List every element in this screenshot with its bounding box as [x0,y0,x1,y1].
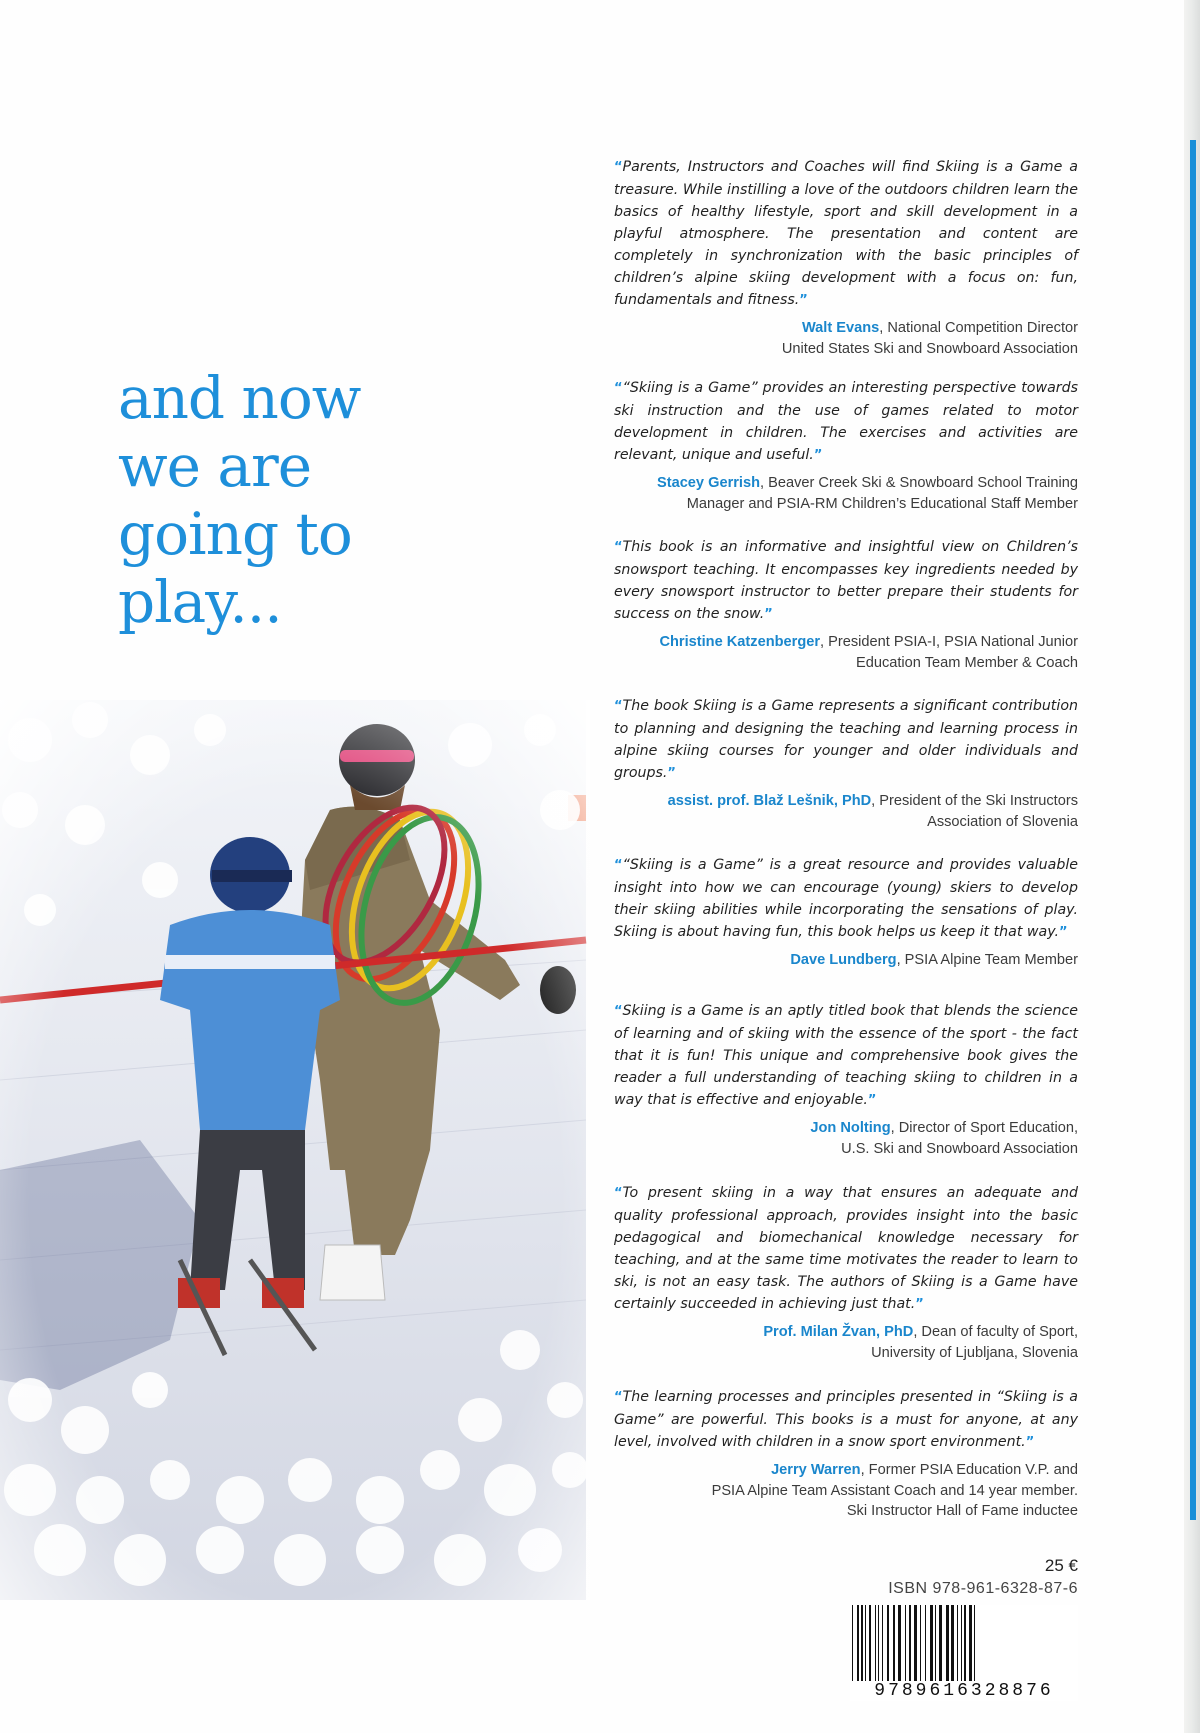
headline [118,364,448,636]
open-quote-mark: “ [614,160,623,175]
attribution: assist. prof. Blaž Lešnik, PhD, President of the Ski Instructors Association of Slovenia [667,793,1078,830]
barcode-bar [957,1605,958,1681]
quote-block [614,1182,1078,1370]
skiing-photo [0,700,590,1600]
author-name: assist. prof. Blaž Lešnik, PhD [667,793,872,809]
barcode-bar [925,1605,926,1681]
barcode-bar [961,1605,962,1681]
barcode-bar [909,1605,911,1681]
endorsements [614,156,1078,1522]
quote-block [614,1000,1078,1166]
quote-block [614,854,1078,984]
quote-block [614,536,1078,679]
author-name: Jon Nolting [810,1120,891,1136]
barcode-bar [905,1605,906,1681]
close-quote-mark: ” [799,293,808,308]
author-name: Christine Katzenberger [659,634,821,650]
barcode-bar [893,1605,895,1681]
barcode-bar [964,1605,966,1681]
quote-block [614,156,1078,357]
barcode-bar [857,1605,859,1681]
barcode-bar [887,1605,889,1681]
barcode-bar [882,1605,883,1681]
barcode-bar [875,1605,876,1681]
quote-text: ““Skiing is a Game” is a great resource and provides valuable insight into how we can encourage (young) skiers to develop their skiing abilities while incorporating the sensations of play. Skiing is about having fun, this book helps us keep it that way.” [614,857,1078,940]
quote-text: “Parents, Instructors and Coaches will find Skiing is a Game a treasure. While instilling a love of the outdoors children learn the basics of healthy lifestyle, sport and skill development in a playful atmosphere. The presentation and content are completely in synchronization with the basic principles of children’s alpine skiing development with a focus on: fun, fundamentals and fitness.” [614,159,1078,308]
attribution: Jon Nolting, Director of Sport Education, U.S. Ski and Snowboard Association [810,1120,1078,1157]
attribution: Dave Lundberg, PSIA Alpine Team Member [790,952,1078,968]
author-name: Stacey Gerrish [656,475,761,491]
spine-blue-stripe [1190,140,1196,1520]
headline-line: we are [118,432,312,500]
attribution: Jerry Warren, Former PSIA Education V.P. and PSIA Alpine Team Assistant Coach and 14 year member. Ski Instructor Hall of Fame inductee [711,1462,1078,1519]
barcode-bar [969,1605,972,1681]
barcode-bar [946,1605,949,1681]
author-name: Jerry Warren [771,1462,861,1478]
isbn: ISBN 978-961-6328-87-6 [888,1580,1078,1597]
quote-text: “The learning processes and principles presented in “Skiing is a Game” are powerful. This books is a must for anyone, at any level, involved with children in a snow sport environment.” [614,1389,1078,1450]
barcode-bar [930,1605,933,1681]
barcode-bar [939,1605,942,1681]
price: 25 € [1044,1556,1078,1575]
quote-text: “To present skiing in a way that ensures an adequate and quality professional approach, provides insight into the basic pedagogical and biomechanical knowledge necessary for teaching, and at the same time motivates the reader to learn to ski, is not an easy task. The authors of Skiing is a Game have certainly succeeded in achieving just that.” [614,1185,1078,1312]
quote-block [614,377,1078,520]
headline-line: play... [118,568,282,636]
barcode-bar [935,1605,936,1681]
attribution: Stacey Gerrish, Beaver Creek Ski & Snowboard School Training Manager and PSIA-RM Children’s Educational Staff Member [656,475,1078,512]
quote-text: ““Skiing is a Game” provides an interesting perspective towards ski instruction and the use of games related to motor development in children. The exercises and activities are relevant, unique and useful.” [614,380,1078,463]
barcode-bar [914,1605,917,1681]
barcode-bar [878,1605,879,1681]
author-name: Prof. Milan Žvan, PhD [763,1324,914,1340]
quote-text: “The book Skiing is a Game represents a significant contribution to planning and designing the teaching and learning process in alpine skiing courses for younger and older individuals and groups.” [614,698,1078,781]
quote-block [614,1386,1078,1522]
quote-text: “Skiing is a Game is an aptly titled book that blends the science of learning and of skiing with the essence of the sport - the fact that it is fun! This unique and comprehensive book gives the reader a full understanding of teaching skiing to children in a way that is effective and enjoyable.” [614,1003,1078,1108]
quote-block [614,695,1078,838]
barcode-bar [898,1605,901,1681]
headline-line: going to [118,500,352,568]
quote-text: “This book is an informative and insightful view on Children’s snowsport teaching. It encompasses key ingredients needed by every snowsport instructor to better prepare their students for success on the snow.” [614,539,1078,622]
barcode-bar [869,1605,871,1681]
attribution: Walt Evans, National Competition Director United States Ski and Snowboard Association [781,320,1078,357]
barcode-bar [865,1605,866,1681]
barcode-bar [920,1605,921,1681]
barcode-bar [852,1605,853,1681]
barcode-bar [861,1605,863,1681]
barcode-bar [951,1605,954,1681]
attribution: Prof. Milan Žvan, PhD, Dean of faculty of Sport, University of Ljubljana, Slovenia [763,1324,1078,1361]
headline-line: and now [118,364,361,432]
author-name: Dave Lundberg [790,952,897,968]
attribution: Christine Katzenberger, President PSIA-I, PSIA National Junior Education Team Member & Coach [659,634,1078,671]
author-name: Walt Evans [801,320,880,336]
barcode-number: 9789616328876 [850,1681,1078,1701]
barcode-bar [974,1605,975,1681]
